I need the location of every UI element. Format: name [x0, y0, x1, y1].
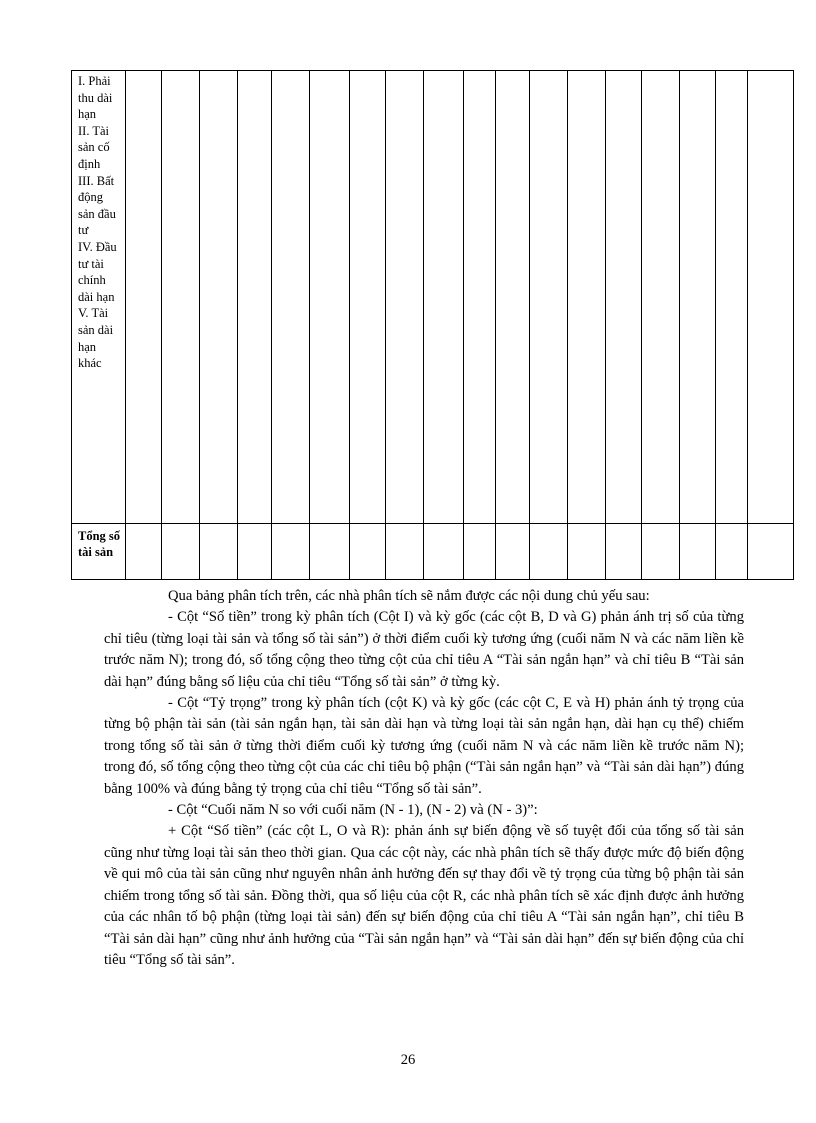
total-assets-cell-14 — [606, 524, 642, 580]
long-term-asset-items-cell — [72, 71, 126, 524]
total-assets-cell-18 — [748, 524, 794, 580]
long-term-assets-cell-5 — [272, 71, 310, 524]
long-term-assets-cell-17 — [716, 71, 748, 524]
long-term-assets-cell-3 — [200, 71, 238, 524]
row-label-tai-san-dai-han-khac: V. Tài sản dài hạn khác — [78, 306, 114, 371]
total-assets-cell-9 — [424, 524, 464, 580]
long-term-assets-cell-1 — [126, 71, 162, 524]
intro-paragraph: Qua bảng phân tích trên, các nhà phân tích sẽ nắm được các nội dung chủ yếu sau: — [168, 588, 650, 604]
total-assets-cell-3 — [200, 524, 238, 580]
paragraph-year-comparison: - Cột “Cuối năm N so với cuối năm (N - 1), (N - 2) và (N - 3)”: — [168, 802, 538, 819]
analysis-text — [104, 586, 744, 971]
total-assets-cell-6 — [310, 524, 350, 580]
row-label-bat-dong-san-dau-tu: III. Bất động sản đầu tư — [78, 173, 116, 238]
total-assets-cell-17 — [716, 524, 748, 580]
paragraph-amount-change: + Cột “Số tiền” (các cột L, O và R): phản ánh sự biến động về số tuyệt đối của tổng số tài sản cũng như từng loại tài sản theo thời gian. Qua các cột này, các nhà phân tích sẽ thấy được mức độ biến động về qui mô của tài sản cũng như nguyên nhân ảnh hưởng đến sự thay đổi về tỷ trọng của từng bộ phận tài sản chiếm trong tổng số tài sản. Đồng thời, qua số liệu của cột R, các nhà phân tích sẽ xác định được ảnh hưởng của các nhân tố bộ phận (từng loại tài sản) đến sự biến động của chỉ tiêu A “Tài sản ngắn hạn”, chỉ tiêu B “Tài sản dài hạn” cũng như ảnh hưởng của “Tài sản ngắn hạn” và “Tài sản dài hạn” đến sự biến động của chỉ tiêu “Tổng số tài sản”. — [104, 823, 744, 968]
total-assets-cell-13 — [568, 524, 606, 580]
row-label-phai-thu-dai-han: I. Phải thu dài hạn — [78, 74, 113, 122]
total-assets-cell-16 — [680, 524, 716, 580]
total-assets-cell-1 — [126, 524, 162, 580]
row-label-dau-tu-tai-chinh-dai-han: IV. Đầu tư tài chính dài hạn — [78, 239, 117, 304]
total-assets-cell-12 — [530, 524, 568, 580]
long-term-assets-cell-8 — [386, 71, 424, 524]
long-term-assets-cell-18 — [748, 71, 794, 524]
total-assets-cell-5 — [272, 524, 310, 580]
total-assets-cell-4 — [238, 524, 272, 580]
long-term-assets-cell-16 — [680, 71, 716, 524]
total-assets-cell-8 — [386, 524, 424, 580]
long-term-assets-cell-13 — [568, 71, 606, 524]
total-assets-cell-15 — [642, 524, 680, 580]
long-term-assets-cell-11 — [496, 71, 530, 524]
total-assets-row — [72, 524, 794, 580]
long-term-assets-cell-7 — [350, 71, 386, 524]
long-term-assets-cell-15 — [642, 71, 680, 524]
page-number: 26 — [400, 1052, 416, 1068]
balance-sheet-analysis-table — [71, 70, 794, 580]
long-term-assets-cell-4 — [238, 71, 272, 524]
long-term-assets-cell-14 — [606, 71, 642, 524]
paragraph-amount-columns: - Cột “Số tiền” trong kỳ phân tích (Cột I) và kỳ gốc (các cột B, D và G) phản ánh trị số của từng chỉ tiêu (từng loại tài sản và tổng số tài sản”) ở thời điểm cuối kỳ tương ứng (cuối năm N và các năm liền kề trước năm N); trong đó, số tổng cộng theo từng cột của chỉ tiêu A “Tài sản ngắn hạn” và chỉ tiêu B “Tài sản dài hạn” đúng bằng số liệu của chỉ tiêu “Tổng số tài sản” ở từng kỳ. — [104, 609, 744, 690]
total-assets-cell-10 — [464, 524, 496, 580]
long-term-assets-cell-9 — [424, 71, 464, 524]
row-label-tai-san-co-dinh: II. Tài sản cố định — [78, 123, 110, 171]
long-term-assets-cell-10 — [464, 71, 496, 524]
total-assets-cell-7 — [350, 524, 386, 580]
total-assets-label: Tổng số tài sản — [72, 524, 126, 580]
long-term-assets-cell-12 — [530, 71, 568, 524]
total-assets-cell-2 — [162, 524, 200, 580]
paragraph-proportion-columns: - Cột “Tỷ trọng” trong kỳ phân tích (cột K) và kỳ gốc (các cột C, E và H) phản ánh tỷ trọng của từng bộ phận tài sản (tài sản ngắn hạn, tài sản dài hạn và từng loại tài sản ngắn hạn, dài hạn cụ thể) chiếm trong tổng số tài sản ở từng thời điểm cuối kỳ tương ứng (cuối năm N và các năm liền kề trước năm N); trong đó, số tổng cộng theo từng cột của các chỉ tiêu bộ phận (“Tài sản ngắn hạn” và “Tài sản dài hạn”) đúng bằng 100% và đúng bằng tỷ trọng của chỉ tiêu “Tổng số tài sản”. — [104, 695, 744, 797]
long-term-assets-cell-2 — [162, 71, 200, 524]
long-term-assets-row — [72, 71, 794, 524]
total-assets-cell-11 — [496, 524, 530, 580]
long-term-assets-cell-6 — [310, 71, 350, 524]
